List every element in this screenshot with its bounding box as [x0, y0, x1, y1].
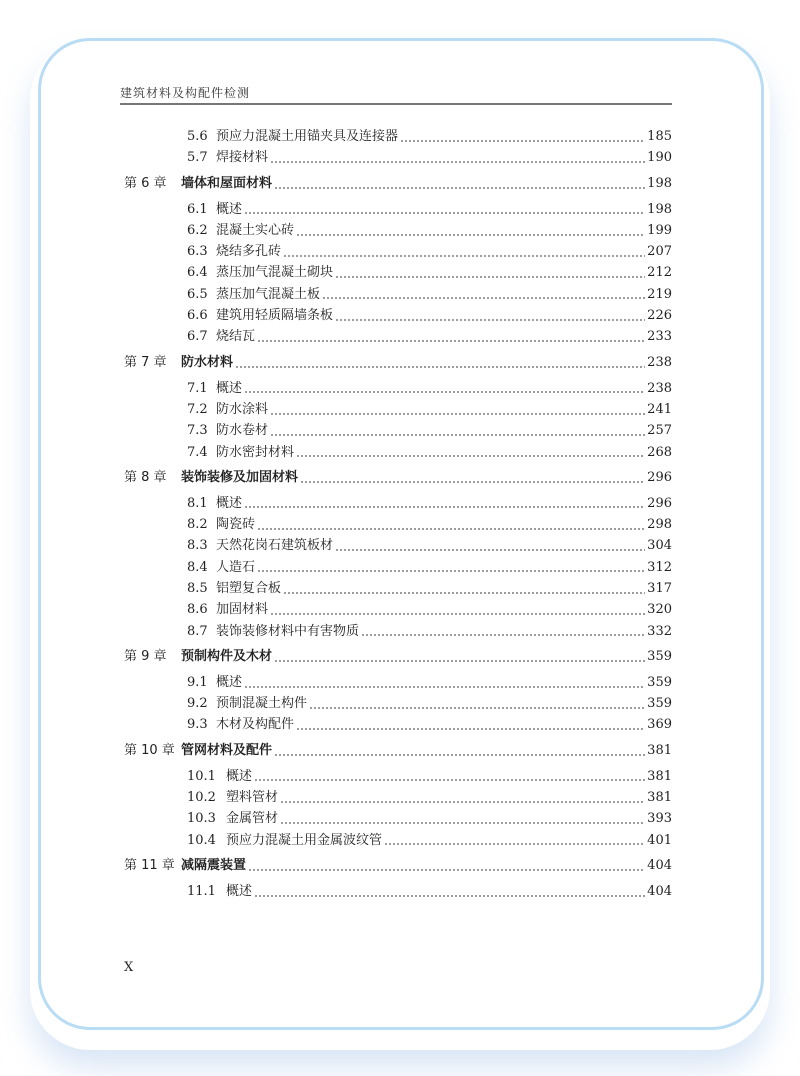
toc-section-entry[interactable] [124, 220, 672, 241]
dot-leader [270, 161, 645, 163]
toc-section-entry[interactable] [124, 199, 672, 220]
section-number: 8.1 [187, 495, 208, 511]
section-title: 概述 [216, 495, 243, 511]
page-ref: 190 [647, 150, 672, 166]
section-number: 6.6 [187, 308, 208, 324]
dot-leader [244, 391, 645, 393]
dot-leader [270, 413, 645, 415]
section-title: 概述 [226, 883, 253, 899]
page-ref: 381 [647, 768, 672, 784]
section-title: 蒸压加气混凝土板 [216, 286, 321, 302]
toc-section-entry[interactable] [124, 241, 672, 262]
page-ref: 257 [647, 423, 672, 439]
page-ref: 404 [647, 883, 672, 899]
chapter-number: 第 11 章 [124, 858, 175, 874]
toc-chapter-entry[interactable] [124, 646, 672, 667]
toc-chapter-entry[interactable] [124, 467, 672, 488]
page-ref: 268 [647, 444, 672, 460]
dot-leader [235, 366, 645, 368]
section-number: 5.6 [187, 129, 208, 144]
section-title: 天然花岗石建筑板材 [216, 538, 334, 554]
section-title: 概述 [216, 674, 243, 690]
page-ref: 359 [647, 649, 672, 665]
chapter-title: 管网材料及配件 [181, 743, 273, 759]
toc-section-entry[interactable] [124, 535, 672, 556]
section-number: 10.3 [187, 811, 216, 827]
toc-chapter-entry[interactable] [124, 352, 672, 373]
page-ref: 393 [647, 811, 672, 827]
section-title: 铝塑复合板 [216, 581, 282, 596]
toc-section-entry[interactable] [124, 766, 672, 787]
running-header: 建筑材料及构配件检测 [120, 86, 251, 100]
section-number: 6.2 [187, 222, 208, 238]
section-title: 塑料管材 [226, 790, 279, 806]
dot-leader [274, 187, 645, 189]
section-title: 烧结多孔砖 [216, 244, 282, 260]
toc-section-entry[interactable] [124, 514, 672, 535]
dot-leader [244, 212, 645, 214]
dot-leader [309, 707, 645, 709]
section-title: 陶瓷砖 [216, 517, 256, 533]
dot-leader [257, 340, 645, 342]
dot-leader [248, 869, 645, 871]
toc-section-entry[interactable] [124, 147, 672, 168]
page-ref: 199 [647, 222, 672, 238]
section-number: 6.3 [187, 244, 208, 260]
dot-leader [283, 592, 645, 594]
toc-section-entry[interactable] [124, 787, 672, 808]
dot-leader [274, 660, 645, 662]
page-ref: 317 [647, 581, 672, 596]
section-title: 蒸压加气混凝土砌块 [216, 265, 334, 281]
section-number: 9.3 [187, 717, 208, 733]
chapter-title: 预制构件及木材 [181, 649, 273, 665]
section-number: 6.7 [187, 329, 208, 345]
section-number: 10.1 [187, 768, 216, 784]
chapter-title: 减隔震装置 [181, 858, 247, 874]
toc-chapter-entry[interactable] [124, 173, 672, 194]
toc-section-entry[interactable] [124, 493, 672, 514]
section-title: 概述 [216, 201, 243, 217]
page-ref: 207 [647, 244, 672, 260]
section-title: 焊接材料 [216, 150, 269, 166]
section-title: 预应力混凝土用金属波纹管 [226, 832, 383, 848]
section-number: 10.2 [187, 790, 216, 806]
dot-leader [244, 506, 645, 508]
page-ref: 212 [647, 265, 672, 281]
page-ref: 320 [647, 602, 672, 618]
section-number: 6.4 [187, 265, 208, 281]
dot-leader [361, 634, 645, 636]
chapter-title: 墙体和屋面材料 [181, 175, 273, 191]
page-ref: 238 [647, 355, 672, 370]
page-ref: 304 [647, 538, 672, 554]
toc-section-entry[interactable] [124, 326, 672, 347]
page-ref: 241 [647, 401, 672, 417]
dot-leader [296, 234, 645, 236]
dot-leader [335, 276, 645, 278]
toc-section-entry[interactable] [124, 399, 672, 420]
section-title: 防水涂料 [216, 401, 269, 417]
page-ref: 359 [647, 696, 672, 712]
section-title: 装饰装修材料中有害物质 [216, 623, 360, 639]
page-ref: 312 [647, 559, 672, 575]
dot-leader [270, 434, 645, 436]
toc-section-entry[interactable] [124, 378, 672, 399]
dot-leader [244, 686, 645, 688]
dot-leader [296, 728, 645, 730]
section-title: 概述 [226, 768, 253, 784]
toc-section-entry[interactable] [124, 262, 672, 283]
toc-section-entry[interactable] [124, 284, 672, 305]
chapter-number: 第 6 章 [124, 175, 167, 191]
chapter-title: 装饰装修及加固材料 [181, 470, 299, 486]
page-ref: 404 [647, 858, 672, 874]
page-ref: 226 [647, 308, 672, 324]
dot-leader [254, 779, 645, 781]
section-number: 8.4 [187, 559, 208, 575]
section-number: 7.4 [187, 444, 208, 460]
section-title: 木材及构配件 [216, 717, 295, 733]
page-ref: 381 [647, 790, 672, 806]
page-ref: 238 [647, 380, 672, 396]
toc-section-entry[interactable] [124, 420, 672, 441]
dot-leader [335, 319, 645, 321]
dot-leader [335, 549, 645, 551]
page-ref: 233 [647, 329, 672, 345]
toc-section-entry[interactable] [124, 693, 672, 714]
dot-leader [257, 528, 645, 530]
section-number: 8.3 [187, 538, 208, 554]
section-number: 6.1 [187, 201, 208, 217]
section-title: 概述 [216, 380, 243, 396]
chapter-number: 第 9 章 [124, 649, 167, 665]
section-number: 8.5 [187, 581, 208, 596]
section-number: 8.6 [187, 602, 208, 618]
page-ref: 198 [647, 201, 672, 217]
toc-section-entry[interactable] [124, 714, 672, 735]
toc-chapter-entry[interactable] [124, 855, 672, 876]
page-ref: 185 [647, 129, 672, 144]
toc-section-entry[interactable] [124, 672, 672, 693]
header-rule [120, 103, 672, 105]
section-number: 9.2 [187, 696, 208, 712]
section-title: 混凝土实心砖 [216, 222, 295, 238]
section-title: 防水密封材料 [216, 444, 295, 460]
section-number: 9.1 [187, 674, 208, 690]
toc-section-entry[interactable] [124, 305, 672, 326]
dot-leader [384, 843, 645, 845]
chapter-number: 第 8 章 [124, 470, 167, 486]
dot-leader [400, 140, 645, 142]
dot-leader [296, 455, 645, 457]
chapter-number: 第 10 章 [124, 743, 175, 759]
page-ref: 401 [647, 832, 672, 848]
section-title: 金属管材 [226, 811, 279, 827]
dot-leader [283, 255, 645, 257]
section-title: 预应力混凝土用锚夹具及连接器 [216, 129, 399, 144]
section-number: 7.1 [187, 380, 208, 396]
dot-leader [280, 801, 645, 803]
section-title: 人造石 [216, 559, 256, 575]
page-ref: 359 [647, 674, 672, 690]
toc-section-entry[interactable] [124, 808, 672, 829]
page-number: X [124, 960, 134, 975]
page-ref: 369 [647, 717, 672, 733]
section-title: 防水卷材 [216, 423, 269, 439]
section-number: 5.7 [187, 150, 208, 166]
dot-leader [322, 297, 645, 299]
page-ref: 296 [647, 495, 672, 511]
toc-section-entry[interactable] [124, 830, 672, 851]
page-ref: 296 [647, 470, 672, 486]
section-title: 烧结瓦 [216, 329, 256, 345]
toc-section-entry[interactable] [124, 557, 672, 578]
section-number: 11.1 [187, 883, 216, 899]
page-ref: 298 [647, 517, 672, 533]
toc-section-entry[interactable] [124, 126, 672, 147]
dot-leader [274, 754, 645, 756]
toc-section-entry[interactable] [124, 881, 672, 902]
dot-leader [254, 895, 645, 897]
section-number: 8.2 [187, 517, 208, 533]
toc-section-entry[interactable] [124, 578, 672, 599]
section-title: 建筑用轻质隔墙条板 [216, 308, 334, 324]
section-number: 6.5 [187, 286, 208, 302]
toc-section-entry[interactable] [124, 599, 672, 620]
toc-section-entry[interactable] [124, 442, 672, 463]
section-number: 7.2 [187, 401, 208, 417]
section-number: 7.3 [187, 423, 208, 439]
dot-leader [300, 481, 645, 483]
section-title: 预制混凝土构件 [216, 696, 308, 712]
page-ref: 381 [647, 743, 672, 759]
section-number: 10.4 [187, 832, 216, 848]
section-number: 8.7 [187, 623, 208, 639]
toc-chapter-entry[interactable] [124, 740, 672, 761]
chapter-number: 第 7 章 [124, 355, 167, 370]
chapter-title: 防水材料 [181, 355, 234, 370]
page-ref: 198 [647, 175, 672, 191]
dot-leader [280, 822, 645, 824]
toc-section-entry[interactable] [124, 621, 672, 642]
dot-leader [270, 613, 645, 615]
page-ref: 219 [647, 286, 672, 302]
page-ref: 332 [647, 623, 672, 639]
table-of-contents [124, 126, 672, 902]
section-title: 加固材料 [216, 602, 269, 618]
dot-leader [257, 570, 645, 572]
